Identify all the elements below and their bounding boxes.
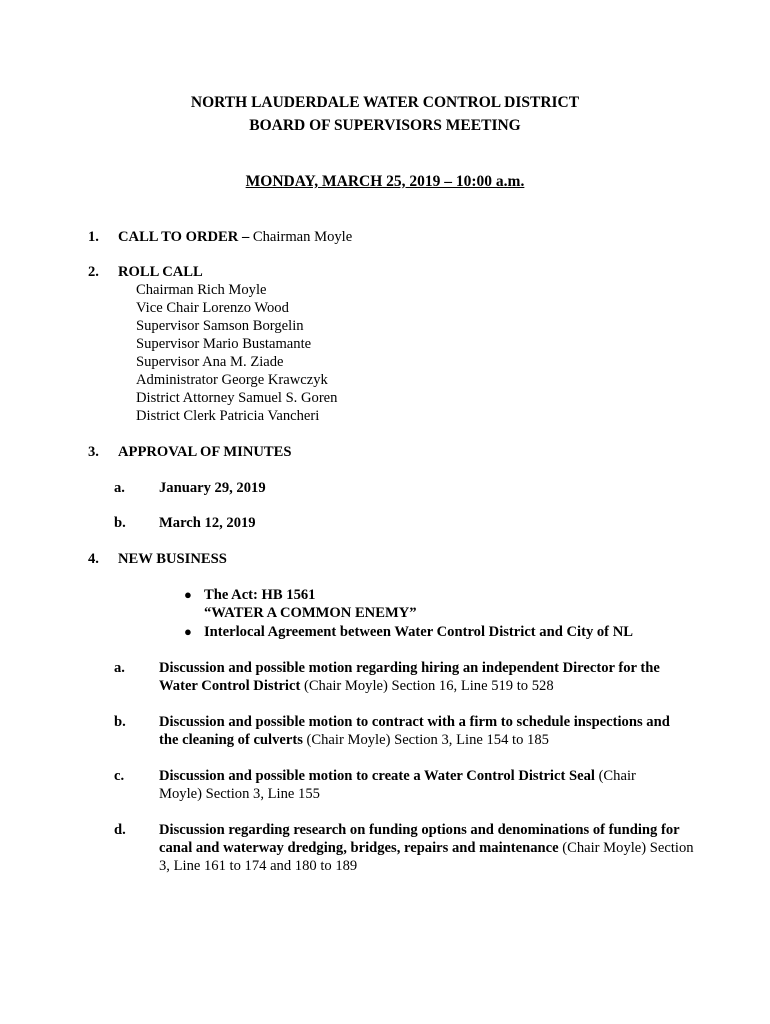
bullet-icon: ● — [184, 624, 192, 639]
business-item-plain: (Chair Moyle) Section 3, Line 154 to 185 — [302, 732, 549, 748]
business-item — [159, 767, 669, 803]
call-to-order-detail: Chairman Moyle — [249, 229, 353, 245]
business-item-plain: (Chair Moyle) Section 3, Line 161 to 174 and 180 to 189 — [159, 840, 694, 874]
business-item-bold: Discussion and possible motion to contract with a firm to schedule inspections and the cleaning of culverts — [159, 714, 670, 748]
business-item-plain: (Chair Moyle) Section 3, Line 155 — [159, 768, 636, 802]
bullet-icon: ● — [184, 587, 192, 602]
subitem-letter: b. — [114, 515, 126, 531]
business-item-bold: Discussion and possible motion regarding hiring an independent Director for the Water Control District — [159, 660, 660, 694]
district-name: NORTH LAUDERDALE WATER CONTROL DISTRICT — [190, 94, 580, 111]
roll-call-member: District Clerk Patricia Vancheri — [136, 408, 320, 424]
roll-call-member: Supervisor Ana M. Ziade — [136, 354, 284, 370]
new-business-title: NEW BUSINESS — [118, 551, 227, 567]
item-number-4: 4. — [88, 551, 99, 567]
roll-call-title: ROLL CALL — [118, 264, 203, 280]
bullet-text: “WATER A COMMON ENEMY” — [204, 605, 417, 621]
business-item — [159, 821, 694, 875]
business-item-bold: Discussion and possible motion to create a Water Control District Seal — [159, 768, 595, 784]
subitem-letter: a. — [114, 480, 125, 496]
subitem-letter: d. — [114, 822, 126, 838]
bullet-text: Interlocal Agreement between Water Control District and City of NL — [204, 624, 633, 640]
minutes-date: March 12, 2019 — [159, 515, 256, 531]
business-item-bold: Discussion regarding research on funding options and denominations of funding for canal and waterway dredging, bridges, repairs and maintenance — [159, 822, 680, 856]
roll-call-member: Supervisor Samson Borgelin — [136, 318, 304, 334]
roll-call-member: Chairman Rich Moyle — [136, 282, 267, 298]
business-item — [159, 713, 679, 749]
roll-call-member: District Attorney Samuel S. Goren — [136, 390, 338, 406]
business-item-plain: (Chair Moyle) Section 16, Line 519 to 528 — [300, 678, 554, 694]
item-number-2: 2. — [88, 264, 99, 280]
roll-call-member: Administrator George Krawczyk — [136, 372, 328, 388]
call-to-order-title: CALL TO ORDER – — [118, 229, 250, 245]
call-to-order — [118, 228, 352, 246]
bullet-text: The Act: HB 1561 — [204, 587, 316, 603]
item-number-1: 1. — [88, 229, 99, 245]
approval-title: APPROVAL OF MINUTES — [118, 444, 292, 460]
subitem-letter: b. — [114, 714, 126, 730]
item-number-3: 3. — [88, 444, 99, 460]
meeting-date — [0, 173, 770, 191]
minutes-date: January 29, 2019 — [159, 480, 266, 496]
subitem-letter: c. — [114, 768, 125, 784]
meeting-date-text: MONDAY, MARCH 25, 2019 – 10:00 a.m. — [245, 173, 525, 190]
roll-call-member: Supervisor Mario Bustamante — [136, 336, 312, 352]
roll-call-member: Vice Chair Lorenzo Wood — [136, 300, 289, 316]
subitem-letter: a. — [114, 660, 125, 676]
business-item — [159, 659, 699, 695]
meeting-name: BOARD OF SUPERVISORS MEETING — [249, 117, 521, 134]
